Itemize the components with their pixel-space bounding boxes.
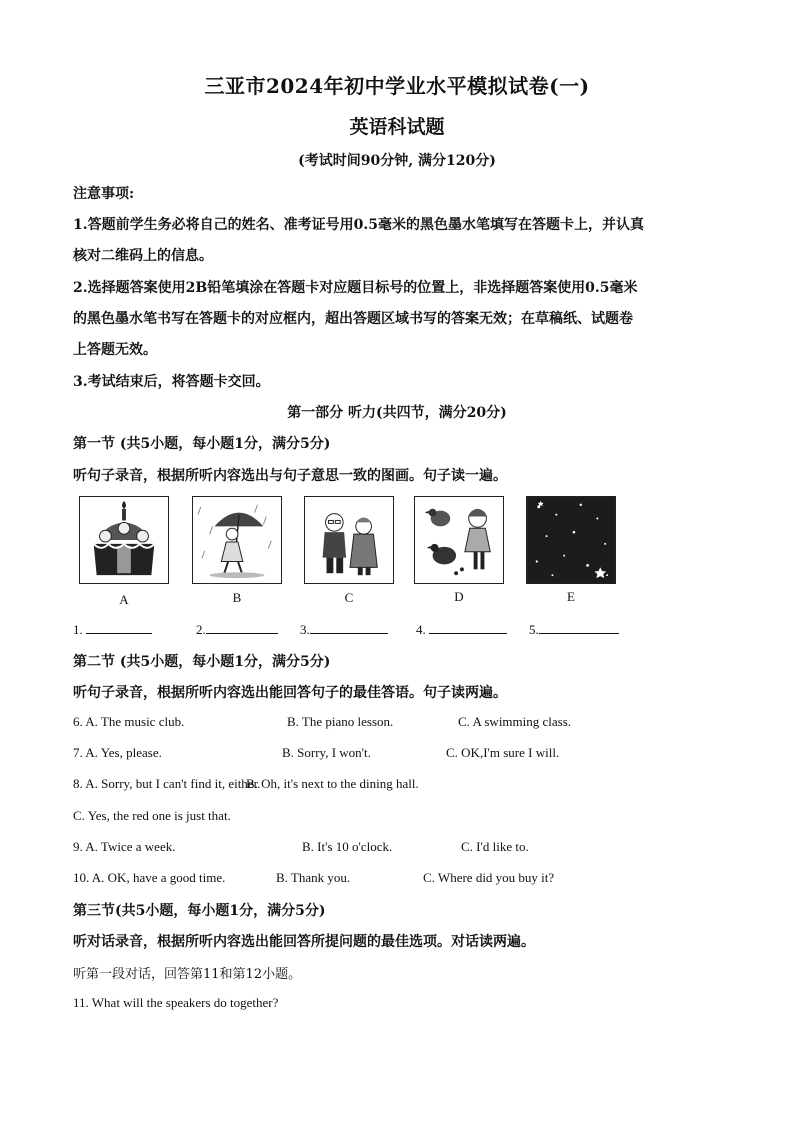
option-6c: C. A swimming class. (458, 714, 572, 729)
answer-blank[interactable] (300, 620, 388, 638)
option-6b: B. The piano lesson. (287, 714, 394, 729)
option-10a: 10. A. OK, have a good time. (73, 870, 226, 885)
exam-title: 三亚市2024年初中学业水平模拟试卷(一) (204, 74, 590, 98)
part1-heading: 第一部分 听力(共四节，满分20分) (287, 405, 507, 421)
picture-label: B (232, 590, 242, 605)
answer-blank[interactable] (73, 620, 152, 638)
blank-number: 4. (416, 622, 426, 637)
note-line: 核对二维码上的信息。 (73, 248, 213, 264)
option-10c: C. Where did you buy it? (423, 870, 555, 885)
section3-heading: 第三节(共5小题，每小题1分，满分5分) (73, 903, 326, 919)
option-9b: B. It's 10 o'clock. (302, 839, 393, 854)
birthday-cake-icon (79, 496, 169, 584)
answer-blank[interactable] (416, 620, 507, 638)
picture-label: A (119, 592, 129, 607)
section2-instruction: 听句子录音，根据所听内容选出能回答句子的最佳答语。句子读两遍。 (73, 685, 507, 701)
section1-heading: 第一节 (共5小题，每小题1分，满分5分) (73, 436, 331, 452)
note-line: 2.选择题答案使用2B铅笔填涂在答题卡对应题目标号的位置上，非选择题答案使用0.5毫米 (73, 280, 638, 296)
option-9a: 9. A. Twice a week. (73, 839, 176, 854)
notes-heading: 注意事项: (73, 186, 135, 202)
option-8a: 8. A. Sorry, but I can't find it, either. (73, 776, 261, 791)
section3-instruction: 听对话录音，根据所听内容选出能回答所提问题的最佳选项。对话读两遍。 (73, 934, 535, 950)
girl-chickens-icon (414, 496, 504, 584)
girl-umbrella-rain-icon (192, 496, 282, 584)
option-9c: C. I'd like to. (461, 839, 529, 854)
dialog-note: 听第一段对话，回答第11和第12小题。 (73, 967, 302, 982)
blank-number: 1. (73, 622, 83, 637)
option-8c: C. Yes, the red one is just that. (73, 808, 231, 823)
exam-info: (考试时间90分钟, 满分120分) (298, 153, 496, 169)
section2-heading: 第二节 (共5小题，每小题1分，满分5分) (73, 654, 331, 670)
night-sky-stars-icon (526, 496, 616, 584)
option-7a: 7. A. Yes, please. (73, 745, 162, 760)
option-7b: B. Sorry, I won't. (282, 745, 371, 760)
blank-number: 5. (529, 622, 539, 637)
blank-number: 2. (196, 622, 206, 637)
option-6a: 6. A. The music club. (73, 714, 185, 729)
exam-subject: 英语科试题 (349, 116, 445, 138)
answer-blank[interactable] (529, 620, 619, 638)
note-line: 的黑色墨水笔书写在答题卡的对应框内，超出答题区域书写的答案无效；在草稿纸、试题卷 (73, 311, 633, 327)
picture-label: E (567, 589, 575, 604)
picture-label: D (454, 589, 464, 604)
note-line: 3.考试结束后，将答题卡交回。 (73, 374, 270, 390)
question-11: 11. What will the speakers do together? (73, 995, 279, 1010)
blank-number: 3. (300, 622, 310, 637)
section1-instruction: 听句子录音，根据所听内容选出与句子意思一致的图画。句子读一遍。 (73, 468, 507, 484)
picture-label: C (344, 590, 354, 605)
answer-blank[interactable] (196, 620, 278, 638)
elderly-couple-icon (304, 496, 394, 584)
option-8b: B. Oh, it's next to the dining hall. (246, 776, 419, 791)
note-line: 上答题无效。 (73, 342, 157, 358)
option-10b: B. Thank you. (276, 870, 351, 885)
note-line: 1.答题前学生务必将自己的姓名、准考证号用0.5毫米的黑色墨水笔填写在答题卡上，并认真 (73, 217, 644, 233)
option-7c: C. OK,I'm sure I will. (446, 745, 560, 760)
